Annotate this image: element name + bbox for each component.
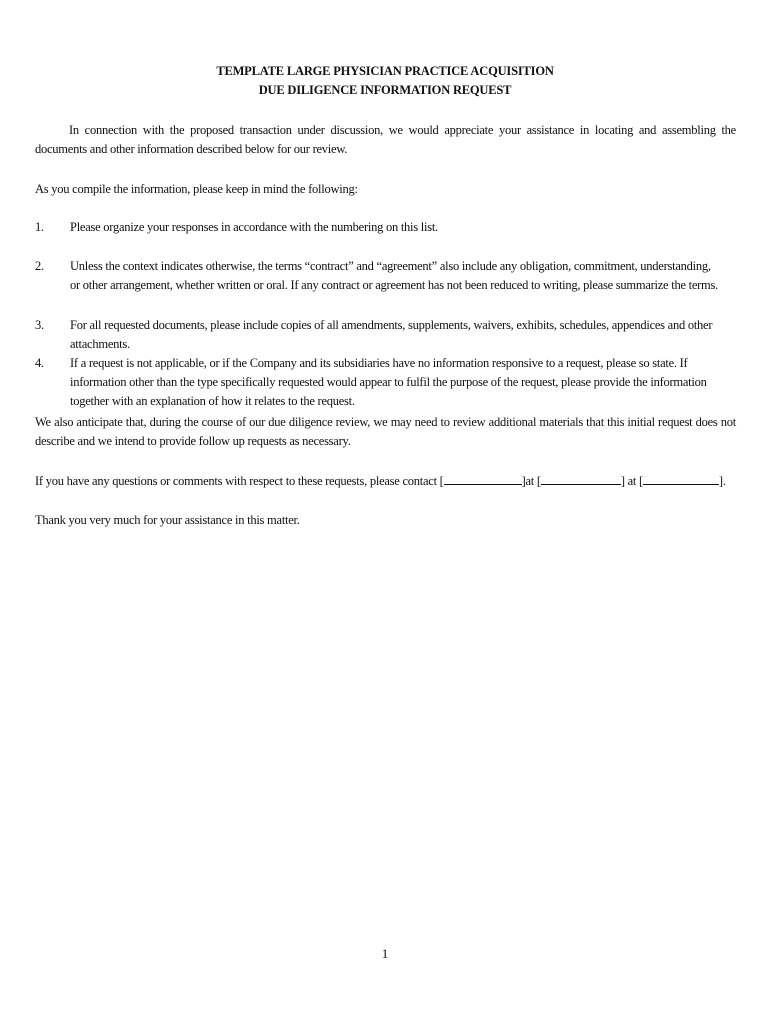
contact-suffix: ]. xyxy=(718,474,726,488)
list-item-text: Unless the context indicates otherwise, the terms “contract” and “agreement” also include any obligation, commitment, understanding, or other arrangement, whether written or oral. If any contract or agreement has not been reduced to writing, please summarize the terms. xyxy=(70,259,719,292)
contact-email-blank[interactable] xyxy=(643,473,719,485)
list-item xyxy=(35,354,736,411)
document-title-line-2: DUE DILIGENCE INFORMATION REQUEST xyxy=(258,83,512,97)
page-number: 1 xyxy=(381,946,389,961)
list-item-text: Please organize your responses in accordance with the numbering on this list. xyxy=(70,220,438,234)
contact-separator-1: ]at [ xyxy=(521,474,541,488)
contact-paragraph xyxy=(35,472,736,491)
contact-separator-2: ] at [ xyxy=(620,474,643,488)
list-item-number: 4. xyxy=(35,356,44,370)
contact-phone-blank[interactable] xyxy=(541,473,621,485)
list-item-text: For all requested documents, please include copies of all amendments, supplements, waivers, exhibits, schedules, appendices and other attachments. xyxy=(70,318,713,351)
contact-prefix: If you have any questions or comments with respect to these requests, please contact [ xyxy=(35,474,444,488)
list-item xyxy=(35,218,736,237)
thanks-paragraph: Thank you very much for your assistance in this matter. xyxy=(35,513,300,527)
document-title-line-1: TEMPLATE LARGE PHYSICIAN PRACTICE ACQUISITION xyxy=(216,64,554,78)
compile-note-paragraph: As you compile the information, please keep in mind the following: xyxy=(35,182,358,196)
anticipate-paragraph: We also anticipate that, during the course of our due diligence review, we may need to review additional materials that this initial request does not describe and we intend to provide follow up requests as necessary. xyxy=(35,415,736,448)
list-item-text: If a request is not applicable, or if the Company and its subsidiaries have no information responsive to a request, please so state. If information other than the type specifically requested would appear to fulfil the purpose of the request, please provide the information together with an explanation of how it relates to the request. xyxy=(70,356,707,408)
list-item-number: 3. xyxy=(35,318,44,332)
list-item-number: 2. xyxy=(35,259,44,273)
list-item xyxy=(35,316,736,354)
list-item xyxy=(35,257,736,295)
intro-paragraph: In connection with the proposed transaction under discussion, we would appreciate your assistance in locating and assembling the documents and other information described below for our review. xyxy=(35,123,736,156)
contact-name-blank[interactable] xyxy=(444,473,522,485)
list-item-number: 1. xyxy=(35,220,44,234)
